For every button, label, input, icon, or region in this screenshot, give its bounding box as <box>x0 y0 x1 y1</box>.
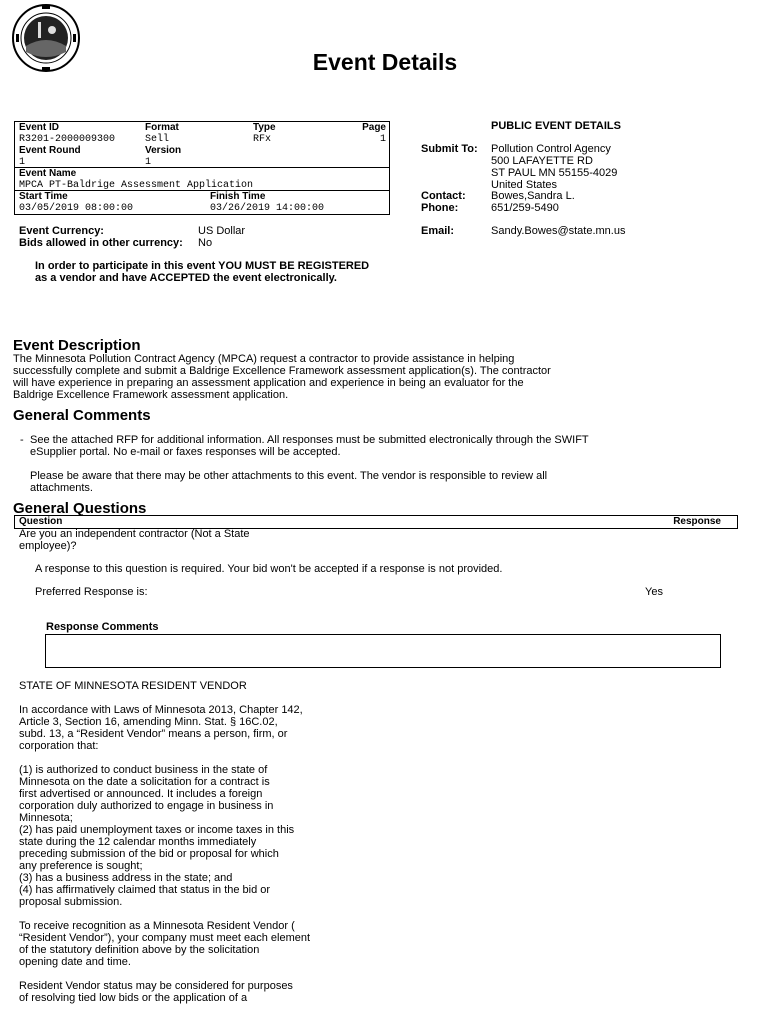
question-header-row <box>14 515 738 529</box>
general-comments-heading: General Comments <box>13 407 151 424</box>
event-id-label: Event ID <box>19 122 60 133</box>
event-description-heading: Event Description <box>13 337 141 354</box>
start-time-value: 03/05/2019 08:00:00 <box>19 203 134 214</box>
public-details-heading: PUBLIC EVENT DETAILS <box>491 120 621 132</box>
event-id-value: R3201-2000009300 <box>19 134 116 145</box>
currency-label: Event Currency: <box>19 225 104 237</box>
event-round-label: Event Round <box>19 145 81 156</box>
other-currency-label: Bids allowed in other currency: <box>19 237 183 249</box>
required-note: A response to this question is required. Your bid won't be accepted if a response is not provided. <box>35 563 503 575</box>
comment-paragraph: See the attached RFP for additional information. All responses must be submitted electronically through the SWIFT eSupplier portal. No e-mail or faxes responses will be accepted. <box>30 434 589 458</box>
email-link[interactable]: Sandy.Bowes@state.mn.us <box>491 225 626 237</box>
phone-label: Phone: <box>421 202 459 214</box>
type-value: RFx <box>253 134 272 145</box>
page-value: 1 <box>379 134 386 145</box>
page-title: Event Details <box>312 49 458 75</box>
divider <box>15 190 389 191</box>
contact-value: Bowes,Sandra L. <box>491 190 575 202</box>
version-value: 1 <box>145 157 152 168</box>
question-text: Are you an independent contractor (Not a State employee)? <box>19 528 250 552</box>
event-description-text: The Minnesota Pollution Contract Agency (MPCA) request a contractor to provide assistance in helping successfully complete and submit a Baldrige Excellence Framework assessment application(s). The contractor will have experience in preparing an assessment application and experience in being an evaluator for the Baldrige Excellence Framework assessment application. <box>13 353 551 401</box>
comment-bullet: - <box>20 434 24 446</box>
resident-paragraph: Resident Vendor status may be considered for purposes of resolving tied low bids or the application of a <box>19 980 293 1004</box>
resident-paragraph: In accordance with Laws of Minnesota 2013, Chapter 142, Article 3, Section 16, amending Minn. Stat. § 16C.02, subd. 13, a “Resident Vendor” means a person, firm, or corporation that: <box>19 704 303 752</box>
registration-notice: In order to participate in this event YOU MUST BE REGISTERED as a vendor and have ACCEPTED the event electronically. <box>35 260 370 284</box>
question-column-header: Question <box>19 516 63 527</box>
preferred-response-label: Preferred Response is: <box>35 586 148 598</box>
resident-vendor-title: STATE OF MINNESOTA RESIDENT VENDOR <box>19 680 247 692</box>
response-comments-label: Response Comments <box>46 621 159 633</box>
finish-time-label: Finish Time <box>210 191 266 202</box>
type-label: Type <box>253 122 276 133</box>
event-name-value: MPCA PT-Baldrige Assessment Application <box>19 180 254 191</box>
submit-to-label: Submit To: <box>421 143 478 155</box>
format-label: Format <box>145 122 179 133</box>
page-label: Page <box>362 122 386 133</box>
comment-paragraph: Please be aware that there may be other attachments to this event. The vendor is responsible to review all attachments. <box>30 470 548 494</box>
preferred-response-value: Yes <box>645 586 663 598</box>
event-name-label: Event Name <box>19 168 77 179</box>
event-round-value: 1 <box>19 157 26 168</box>
submit-to-address: Pollution Control Agency 500 LAFAYETTE RD ST PAUL MN 55155-4029 United States <box>491 143 618 191</box>
start-time-label: Start Time <box>19 191 68 202</box>
response-comments-field[interactable] <box>45 634 721 668</box>
other-currency-value: No <box>198 237 213 249</box>
resident-paragraph: (1) is authorized to conduct business in the state of Minnesota on the date a solicitation for a contract is first advertised or announced. It includes a foreign corporation duly authorized to engage in business in Minnesota; (2) has paid unemployment taxes or income taxes in this state during the 12 calendar months immediately preceding submission of the bid or proposal for which any preference is sought; (3) has a business address in the state; and (4) has affirmatively claimed that status in the bid or proposal submission. <box>19 764 295 908</box>
response-column-header: Response <box>673 516 721 527</box>
phone-value: 651/259-5490 <box>491 202 559 214</box>
version-label: Version <box>145 145 182 156</box>
event-info-box <box>14 121 390 215</box>
contact-label: Contact: <box>421 190 466 202</box>
finish-time-value: 03/26/2019 14:00:00 <box>210 203 325 214</box>
resident-vendor-section <box>19 680 339 1004</box>
email-label: Email: <box>421 225 455 237</box>
currency-value: US Dollar <box>198 225 246 237</box>
general-questions-heading: General Questions <box>13 500 147 517</box>
format-value: Sell <box>145 134 170 145</box>
resident-paragraph: To receive recognition as a Minnesota Resident Vendor ( “Resident Vendor”), your company must meet each element of the statutory definition above by the solicitation opening date and time. <box>19 920 311 968</box>
